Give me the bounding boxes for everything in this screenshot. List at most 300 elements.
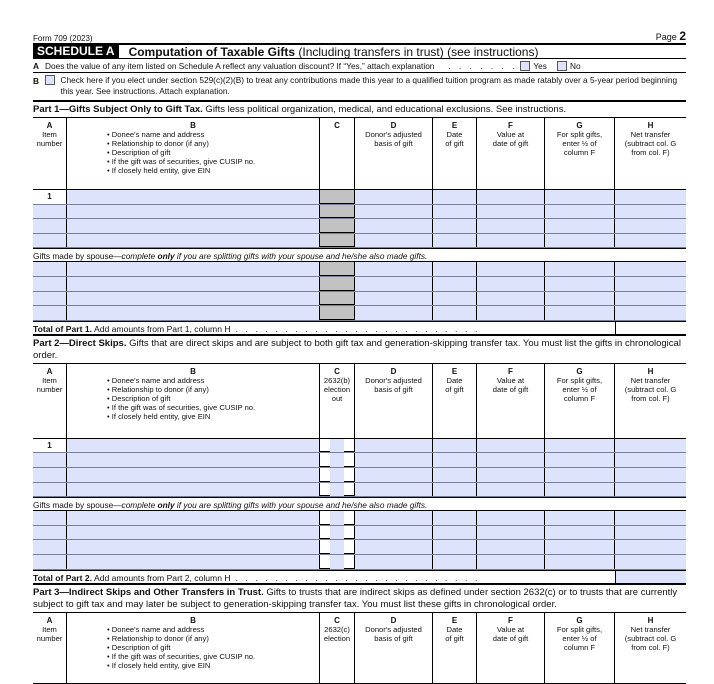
column-letter: G — [576, 615, 583, 625]
part-1-column-headers — [33, 118, 686, 190]
column-label: from col. F) — [631, 642, 670, 652]
column-label: basis of gift — [374, 633, 413, 643]
cell-e[interactable] — [433, 468, 477, 482]
column-label: (subtract col. G — [624, 384, 677, 394]
column-letter: F — [508, 121, 513, 130]
column-label: column F — [563, 148, 596, 157]
column-header-f — [477, 364, 545, 438]
column-label: Item — [42, 624, 57, 634]
cell-f[interactable] — [477, 262, 545, 276]
table-row — [33, 555, 686, 570]
column-label: For split gifts, — [556, 624, 603, 634]
column-label: Net transfer — [630, 130, 671, 139]
cell-h[interactable] — [615, 205, 686, 219]
cell-b[interactable] — [67, 555, 320, 569]
cell-h[interactable] — [615, 453, 686, 467]
column-label: (subtract col. G — [624, 633, 677, 643]
cell-d[interactable] — [355, 511, 433, 525]
cell-g[interactable] — [545, 453, 615, 467]
column-label: Net transfer — [630, 375, 671, 385]
column-b-bullet: • If closely held entity, give EIN — [107, 411, 211, 421]
table-row — [33, 540, 686, 555]
column-label: number — [36, 633, 63, 643]
column-b-bullet: • If the gift was of securities, give CUSIP no. — [107, 157, 256, 166]
form-name: Form 709 (2023) — [33, 34, 93, 43]
column-header-b — [67, 364, 320, 438]
cell-f[interactable] — [477, 277, 545, 291]
form-page — [33, 27, 686, 684]
cell-c[interactable] — [320, 468, 355, 482]
cell-a[interactable] — [33, 526, 67, 540]
table-row — [33, 205, 686, 220]
column-header-c — [320, 364, 355, 438]
column-label: number — [36, 384, 63, 394]
cell-c[interactable] — [320, 526, 355, 540]
spouse-note-italic: complete — [121, 251, 158, 262]
form-header — [33, 27, 686, 43]
cell-f[interactable] — [477, 526, 545, 540]
column-letter: H — [647, 615, 654, 625]
column-label: from col. F) — [631, 393, 670, 403]
column-letter: G — [576, 121, 583, 130]
cell-e[interactable] — [433, 277, 477, 291]
column-label: enter ½ of — [562, 384, 597, 394]
table-row — [33, 306, 686, 321]
column-b-bullet: • Relationship to donor (if any) — [107, 139, 209, 148]
cell-b[interactable] — [67, 439, 320, 453]
spouse-note-italic: if you are splitting gifts with your spouse and he/she also made gifts. — [174, 251, 428, 262]
column-letter: E — [451, 615, 458, 625]
cell-h[interactable] — [615, 190, 686, 204]
total-amount-field[interactable] — [615, 571, 686, 583]
cell-h[interactable] — [615, 292, 686, 306]
cell-c[interactable] — [320, 540, 355, 554]
line-a — [33, 59, 686, 73]
line-b — [33, 73, 686, 102]
cell-f[interactable] — [477, 234, 545, 248]
part-2-column-headers — [33, 364, 686, 439]
column-label: out — [331, 393, 343, 403]
cell-g[interactable] — [545, 555, 615, 569]
cell-a[interactable] — [33, 277, 67, 291]
cell-a[interactable] — [33, 262, 67, 276]
column-label: election — [323, 633, 351, 643]
cell-d[interactable] — [355, 540, 433, 554]
column-label: Donor's adjusted — [365, 130, 422, 139]
column-label: column F — [563, 393, 596, 403]
part-2-heading — [33, 336, 686, 364]
cell-b[interactable] — [67, 453, 320, 467]
column-header-b — [67, 613, 320, 683]
cell-g[interactable] — [545, 205, 615, 219]
column-label: election — [323, 384, 351, 394]
cell-c[interactable] — [320, 555, 355, 569]
column-header-a — [33, 118, 67, 189]
cell-h[interactable] — [615, 306, 686, 320]
cell-c[interactable] — [320, 483, 355, 497]
cell-b[interactable] — [67, 292, 320, 306]
cell-g[interactable] — [545, 439, 615, 453]
column-b-bullet: • If closely held entity, give EIN — [107, 660, 211, 670]
cell-g[interactable] — [545, 277, 615, 291]
cell-d[interactable] — [355, 292, 433, 306]
schedule-title-bar — [33, 43, 686, 59]
column-header-c — [320, 613, 355, 683]
column-b-bullet: • If the gift was of securities, give CUSIP no. — [107, 651, 256, 661]
total-label-text: Add amounts from Part 2, column H — [92, 572, 231, 583]
column-letter: C — [334, 366, 340, 376]
column-label: date of gift — [492, 633, 529, 643]
column-label: Item — [42, 130, 57, 139]
table-row — [33, 234, 686, 249]
cell-b[interactable] — [67, 306, 320, 320]
column-header-b — [67, 118, 320, 189]
table-row — [33, 468, 686, 483]
column-label: Value at — [496, 130, 525, 139]
column-b-bullet: • Relationship to donor (if any) — [107, 384, 209, 394]
column-letter: C — [334, 615, 340, 625]
cell-h[interactable] — [615, 262, 686, 276]
table-row — [33, 219, 686, 234]
cell-e[interactable] — [433, 439, 477, 453]
cell-b[interactable] — [67, 526, 320, 540]
cell-h[interactable] — [615, 555, 686, 569]
cell-b[interactable] — [67, 540, 320, 554]
table-row — [33, 453, 686, 468]
no-label: No — [569, 60, 581, 71]
cell-g[interactable] — [545, 262, 615, 276]
column-letter: E — [451, 366, 458, 376]
cell-b[interactable] — [67, 511, 320, 525]
cell-b[interactable] — [67, 234, 320, 248]
column-header-f — [477, 613, 545, 683]
column-letter: A — [46, 615, 53, 625]
cell-h[interactable] — [615, 219, 686, 233]
table-row — [33, 190, 686, 205]
column-b-bullet: • If the gift was of securities, give CUSIP no. — [107, 402, 256, 412]
cell-a[interactable] — [33, 219, 67, 233]
cell-c[interactable] — [320, 453, 355, 467]
cell-c — [320, 219, 355, 233]
cell-f[interactable] — [477, 511, 545, 525]
cell-e[interactable] — [433, 306, 477, 320]
cell-g[interactable] — [545, 219, 615, 233]
column-b-bullet: • Relationship to donor (if any) — [107, 633, 209, 643]
column-header-d — [355, 118, 433, 189]
column-label: column F — [563, 642, 596, 652]
cell-b[interactable] — [67, 205, 320, 219]
cell-a[interactable] — [33, 540, 67, 554]
table-row — [33, 439, 686, 454]
cell-a[interactable] — [33, 511, 67, 525]
cell-h[interactable] — [615, 277, 686, 291]
column-label: For split gifts, — [556, 375, 603, 385]
column-letter: B — [190, 366, 196, 376]
cell-f[interactable] — [477, 306, 545, 320]
part-2-total-row — [33, 570, 686, 585]
spouse-note-bold: only — [157, 500, 175, 511]
cell-a[interactable] — [33, 205, 67, 219]
cell-c — [320, 205, 355, 219]
column-label: of gift — [445, 633, 464, 643]
leader-dots: . . . . . . . — [448, 60, 518, 71]
column-label: Date — [446, 624, 463, 634]
table-row — [33, 292, 686, 307]
total-label-bold: Total of Part 2. — [33, 572, 93, 583]
cell-h[interactable] — [615, 526, 686, 540]
cell-e[interactable] — [433, 234, 477, 248]
cell-b[interactable] — [67, 468, 320, 482]
cell-g[interactable] — [545, 292, 615, 306]
cell-c — [320, 234, 355, 248]
cell-c — [320, 262, 355, 276]
item-number: 1 — [47, 192, 52, 201]
cell-c — [320, 190, 355, 204]
line-b-text: Check here if you elect under section 529(c)(2)(B) to treat any contributions made this year to a qualified tuition program as made ratably over a 5-year period beginning this year. See instructions. Attach explanation. — [60, 75, 678, 96]
cell-d[interactable] — [355, 526, 433, 540]
total-label-bold: Total of Part 1. — [33, 323, 93, 334]
part-description: Gifts that are direct skips and are subject to both gift tax and generation-skipping transfer tax. You must list the gifts in chronological order. — [33, 337, 681, 361]
column-header-d — [355, 613, 433, 683]
cell-h[interactable] — [615, 468, 686, 482]
part-description: Gifts to trusts that are indirect skips as defined under section 2632(c) or to trusts that are currently subject to gift tax and may later be subject to generation-skipping transfer tax. You must list these gifts in chronological order. — [33, 586, 678, 610]
cell-f[interactable] — [477, 483, 545, 497]
spouse-note-bold: only — [157, 251, 175, 262]
column-letter: D — [390, 615, 397, 625]
part-3-heading — [33, 585, 686, 613]
cell-e[interactable] — [433, 190, 477, 204]
cell-c — [320, 292, 355, 306]
cell-g[interactable] — [545, 468, 615, 482]
column-label: number — [36, 139, 63, 148]
cell-h[interactable] — [615, 439, 686, 453]
column-header-a — [33, 364, 67, 438]
page-indicator — [656, 29, 686, 43]
cell-b[interactable] — [67, 483, 320, 497]
part-1-total-row — [33, 321, 686, 336]
no-checkbox[interactable] — [557, 61, 567, 71]
cell-f[interactable] — [477, 205, 545, 219]
cell-h[interactable] — [615, 234, 686, 248]
cell-e[interactable] — [433, 555, 477, 569]
column-letter: D — [390, 366, 397, 376]
column-b-bullet: • Description of gift — [107, 393, 171, 403]
cell-d[interactable] — [355, 219, 433, 233]
column-label: 2632(b) — [323, 375, 351, 385]
page-label: Page — [655, 32, 677, 42]
total-label — [33, 571, 615, 583]
cell-d[interactable] — [355, 453, 433, 467]
cell-e[interactable] — [433, 219, 477, 233]
cell-d[interactable] — [355, 306, 433, 320]
cell-e[interactable] — [433, 262, 477, 276]
part-1-heading — [33, 102, 686, 118]
column-header-h — [615, 118, 686, 189]
column-b-bullet: • Donee's name and address — [107, 624, 205, 634]
spouse-note-prefix: Gifts made by spouse— — [33, 500, 122, 511]
cell-g[interactable] — [545, 526, 615, 540]
column-label: Value at — [496, 624, 525, 634]
column-label: Date — [446, 375, 463, 385]
cell-a[interactable] — [33, 292, 67, 306]
column-label: (subtract col. G — [624, 139, 677, 148]
cell-e[interactable] — [433, 292, 477, 306]
cell-c[interactable] — [320, 511, 355, 525]
leader-dots: . . . . . . . . . . . . . . . . . . . . . . . . . — [230, 572, 480, 583]
cell-f[interactable] — [477, 439, 545, 453]
line-a-text: Does the value of any item listed on Schedule A reflect any valuation discount? If “Yes,” attach explanation — [45, 60, 435, 71]
schedule-tag: SCHEDULE A — [33, 44, 119, 59]
column-label: enter ½ of — [562, 139, 597, 148]
cell-b[interactable] — [67, 262, 320, 276]
column-header-e — [433, 118, 477, 189]
cell-f[interactable] — [477, 292, 545, 306]
cell-g[interactable] — [545, 483, 615, 497]
part-description: Gifts less political organization, medical, and educational exclusions. See instructions. — [202, 104, 567, 115]
column-label: 2632(c) — [324, 624, 350, 634]
cell-g[interactable] — [545, 306, 615, 320]
cell-c — [320, 306, 355, 320]
cell-g[interactable] — [545, 540, 615, 554]
table-row — [33, 511, 686, 526]
schedule-title — [129, 45, 539, 59]
table-row — [33, 277, 686, 292]
leader-dots: . . . . . . . . . . . . . . . . . . . . . . . . . — [230, 323, 480, 334]
column-header-g — [545, 118, 615, 189]
cell-d[interactable] — [355, 234, 433, 248]
cell-e[interactable] — [433, 526, 477, 540]
cell-d[interactable] — [355, 190, 433, 204]
cell-f[interactable] — [477, 540, 545, 554]
column-header-a — [33, 613, 67, 683]
cell-d[interactable] — [355, 439, 433, 453]
cell-a[interactable] — [33, 234, 67, 248]
yes-label: Yes — [533, 60, 547, 71]
cell-a[interactable] — [33, 306, 67, 320]
column-b-bullet: • Donee's name and address — [107, 375, 205, 385]
cell-c[interactable] — [320, 439, 355, 453]
cell-h[interactable] — [615, 483, 686, 497]
cell-b[interactable] — [67, 219, 320, 233]
part-3-column-headers — [33, 613, 686, 684]
column-label: Date — [446, 130, 463, 139]
column-label: date of gift — [492, 139, 529, 148]
table-row — [33, 483, 686, 498]
column-letter: B — [190, 121, 196, 130]
column-letter: D — [390, 121, 397, 130]
cell-a[interactable] — [33, 483, 67, 497]
column-b-bullet: • Description of gift — [107, 148, 171, 157]
table-row — [33, 262, 686, 277]
total-label — [33, 322, 615, 334]
column-b-bullet: • Donee's name and address — [107, 130, 205, 139]
column-label: enter ½ of — [562, 633, 597, 643]
cell-e[interactable] — [433, 540, 477, 554]
column-label: For split gifts, — [556, 130, 603, 139]
spouse-note-italic: if you are splitting gifts with your spouse and he/she also made gifts. — [174, 500, 428, 511]
spouse-gifts-note — [33, 497, 686, 511]
column-label: from col. F) — [631, 148, 670, 157]
part-title: Part 3—Indirect Skips and Other Transfers in Trust. — [33, 586, 264, 598]
column-label: Donor's adjusted — [365, 624, 422, 634]
cell-h[interactable] — [615, 540, 686, 554]
cell-d[interactable] — [355, 555, 433, 569]
column-letter: G — [576, 366, 583, 376]
cell-a[interactable] — [33, 555, 67, 569]
cell-b[interactable] — [67, 190, 320, 204]
column-label: Donor's adjusted — [365, 375, 422, 385]
column-label: of gift — [445, 384, 464, 394]
cell-a[interactable] — [33, 453, 67, 467]
spouse-gifts-note — [33, 248, 686, 262]
cell-g[interactable] — [545, 511, 615, 525]
column-header-g — [545, 613, 615, 683]
schedule-title-bold: Computation of Taxable Gifts — [128, 44, 296, 59]
column-label: date of gift — [492, 384, 529, 394]
cell-h[interactable] — [615, 511, 686, 525]
column-label: basis of gift — [374, 139, 413, 148]
column-b-bullet: • Description of gift — [107, 642, 171, 652]
cell-c — [320, 277, 355, 291]
cell-e[interactable] — [433, 511, 477, 525]
cell-d[interactable] — [355, 483, 433, 497]
total-amount-field[interactable] — [615, 322, 686, 334]
column-letter: F — [508, 615, 513, 625]
cell-b[interactable] — [67, 277, 320, 291]
cell-d[interactable] — [355, 205, 433, 219]
part-title: Part 1—Gifts Subject Only to Gift Tax. — [33, 104, 203, 115]
cell-f[interactable] — [477, 219, 545, 233]
cell-a[interactable] — [33, 190, 67, 204]
column-header-e — [433, 364, 477, 438]
line-a-label: A — [33, 60, 39, 71]
cell-e[interactable] — [433, 205, 477, 219]
schedule-subtitle: (Including transfers in trust) (see instructions) — [298, 44, 539, 59]
column-letter: H — [647, 366, 654, 376]
529-election-checkbox[interactable] — [45, 75, 55, 85]
column-letter: A — [46, 121, 53, 130]
cell-e[interactable] — [433, 453, 477, 467]
column-header-f — [477, 118, 545, 189]
yes-checkbox[interactable] — [520, 61, 530, 71]
column-header-g — [545, 364, 615, 438]
column-label: Item — [42, 375, 57, 385]
column-header-h — [615, 364, 686, 438]
spouse-note-italic: complete — [121, 500, 158, 511]
column-letter: H — [647, 121, 654, 130]
cell-a[interactable] — [33, 439, 67, 453]
cell-g[interactable] — [545, 190, 615, 204]
cell-f[interactable] — [477, 555, 545, 569]
cell-f[interactable] — [477, 453, 545, 467]
spouse-note-prefix: Gifts made by spouse— — [33, 251, 122, 262]
cell-a[interactable] — [33, 468, 67, 482]
part-title: Part 2—Direct Skips. — [33, 337, 127, 349]
cell-f[interactable] — [477, 468, 545, 482]
line-b-label: B — [33, 76, 39, 86]
cell-f[interactable] — [477, 190, 545, 204]
column-label: of gift — [445, 139, 464, 148]
cell-d[interactable] — [355, 468, 433, 482]
cell-e[interactable] — [433, 483, 477, 497]
cell-d[interactable] — [355, 277, 433, 291]
page-number: 2 — [679, 29, 686, 43]
column-header-e — [433, 613, 477, 683]
cell-g[interactable] — [545, 234, 615, 248]
cell-d[interactable] — [355, 262, 433, 276]
column-header-c — [320, 118, 355, 189]
column-letter: B — [190, 615, 196, 625]
